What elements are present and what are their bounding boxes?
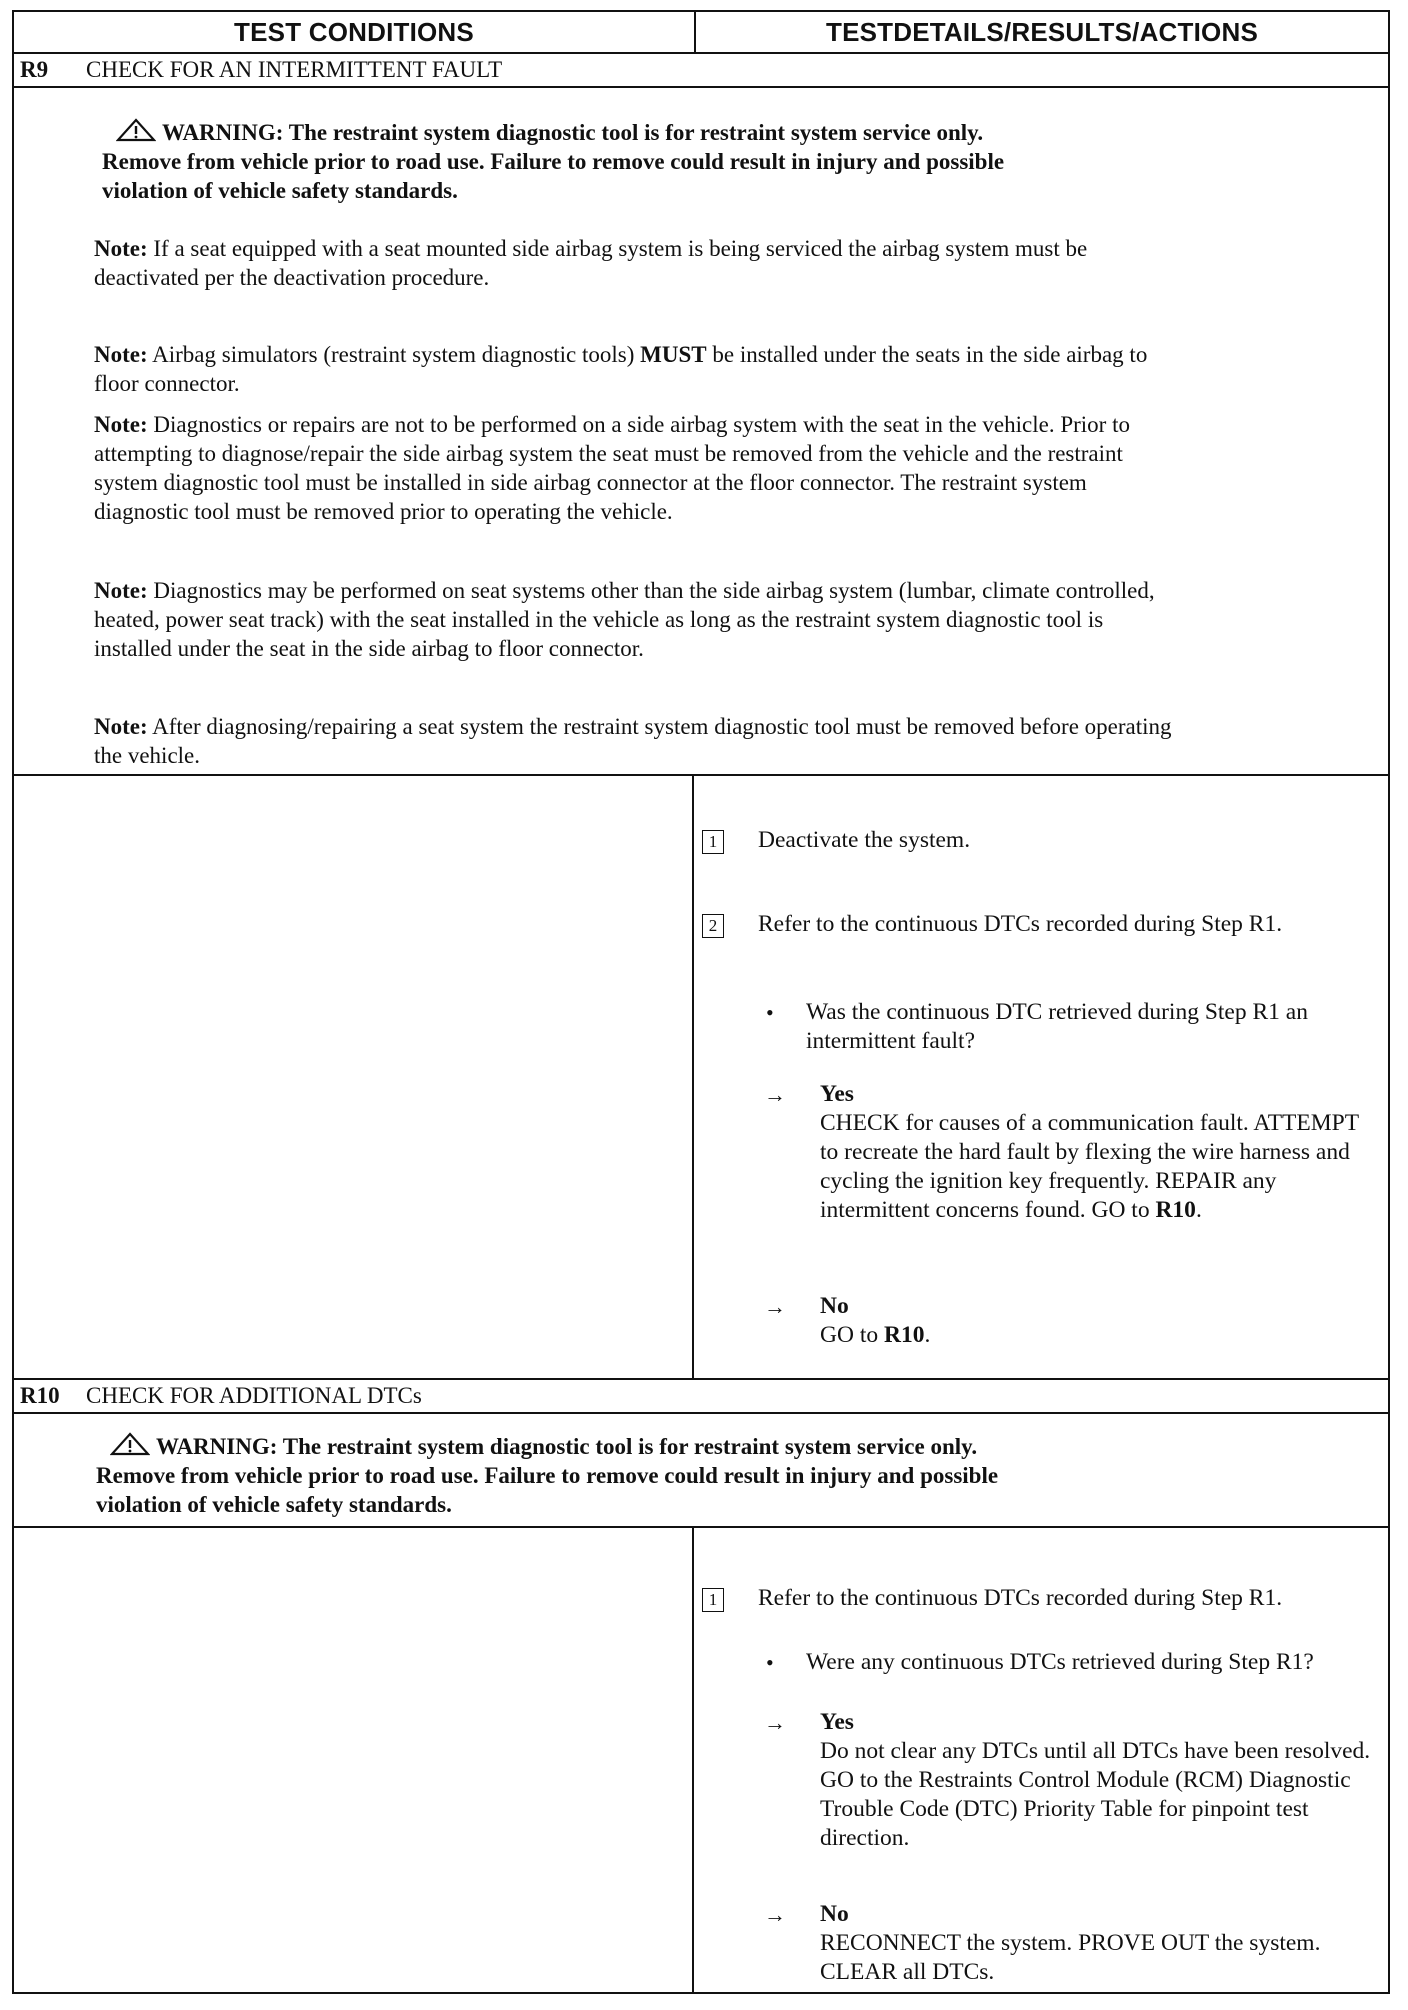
warning-line: WARNING: The restraint system diagnostic tool is for restraint system service only.	[102, 118, 1388, 147]
note-5: Note: After diagnosing/repairing a seat system the restraint system diagnostic tool must be removed before operating the vehicle.	[94, 714, 1172, 768]
note-4: Note: Diagnostics may be performed on seat systems other than the side airbag system (lumbar, climate controlled, heated, power seat track) with the seat installed in the vehicle as long as the restraint system diagnostic tool is installed under the seat in the side airbag to floor connector.	[94, 578, 1155, 661]
step-box: 2	[702, 914, 724, 938]
warning-triangle-icon	[110, 1432, 150, 1456]
test-conditions-cell	[14, 1528, 694, 1994]
warning-line: WARNING: The restraint system diagnostic tool is for restraint system service only.	[96, 1432, 1388, 1461]
warning-box	[14, 1432, 1388, 1519]
test-details-cell	[694, 1528, 1388, 1994]
table-header	[14, 12, 1388, 54]
warning-triangle-icon	[116, 118, 156, 142]
r9-notes-block	[14, 88, 1388, 776]
note-3: Note: Diagnostics or repairs are not to be performed on a side airbag system with the seat in the vehicle. Prior to attempting to diagnose/repair the side airbag system the seat must be removed from the vehicle and the restraint system diagnostic tool must be installed in side airbag connector at the floor connector. The restraint system diagnostic tool must be removed prior to operating the vehicle.	[94, 412, 1130, 524]
bullet-icon: •	[766, 1650, 774, 1675]
warning-line: violation of vehicle safety standards.	[102, 178, 458, 203]
answer-no: No RECONNECT the system. PROVE OUT the system. CLEAR all DTCs.	[820, 1901, 1321, 1985]
step-r10-title-row	[14, 1380, 1388, 1414]
header-test-conditions: TEST CONDITIONS	[14, 12, 696, 52]
step-number: R10	[20, 1383, 60, 1408]
step-instruction: Deactivate the system.	[758, 827, 971, 853]
arrow-right-icon: →	[764, 1082, 786, 1107]
step-box: 1	[702, 830, 724, 854]
step-title: CHECK FOR AN INTERMITTENT FAULT	[86, 57, 503, 82]
note-2: Note: Airbag simulators (restraint system diagnostic tools) MUST be installed under the seats in the side airbag to floor connector.	[94, 342, 1148, 396]
question-text: Were any continuous DTCs retrieved during Step R1?	[806, 1649, 1314, 1675]
bullet-icon: •	[766, 1000, 774, 1025]
step-r9-title-row	[14, 54, 1388, 88]
test-conditions-cell	[14, 776, 694, 1378]
warning-line: violation of vehicle safety standards.	[96, 1492, 452, 1517]
r9-action-row	[14, 776, 1388, 1380]
warning-box	[14, 118, 1388, 205]
r10-warning-block	[14, 1414, 1388, 1528]
answer-no: No GO to R10.	[820, 1293, 931, 1348]
question-text: Was the continuous DTC retrieved during Step R1 an intermittent fault?	[806, 999, 1308, 1054]
header-test-details: TESTDETAILS/RESULTS/ACTIONS	[825, 16, 1258, 47]
step-instruction: Refer to the continuous DTCs recorded during Step R1.	[758, 1585, 1283, 1611]
arrow-right-icon: →	[764, 1710, 786, 1735]
arrow-right-icon: →	[764, 1902, 786, 1927]
test-details-cell	[694, 776, 1388, 1378]
diagnostic-procedure-page	[12, 10, 1390, 1994]
arrow-right-icon: →	[764, 1294, 786, 1319]
warning-line: Remove from vehicle prior to road use. Failure to remove could result in injury and possible	[96, 1463, 999, 1488]
answer-yes: Yes Do not clear any DTCs until all DTCs have been resolved. GO to the Restraints Control Module (RCM) Diagnostic Trouble Code (DTC) Priority Table for pinpoint test direction.	[820, 1709, 1371, 1851]
answer-yes: Yes CHECK for causes of a communication fault. ATTEMPT to recreate the hard fault by flexing the wire harness and cycling the ignition key frequently. REPAIR any intermittent concerns found. GO to R10.	[820, 1081, 1359, 1223]
note-1: Note: If a seat equipped with a seat mounted side airbag system is being serviced the airbag system must be deactivated per the deactivation procedure.	[94, 236, 1088, 290]
step-box: 1	[702, 1588, 724, 1612]
r10-action-row	[14, 1528, 1388, 1994]
warning-line: Remove from vehicle prior to road use. Failure to remove could result in injury and possible	[102, 149, 1005, 174]
step-title: CHECK FOR ADDITIONAL DTCs	[86, 1383, 422, 1408]
step-instruction: Refer to the continuous DTCs recorded during Step R1.	[758, 911, 1283, 937]
step-number: R9	[20, 57, 49, 82]
